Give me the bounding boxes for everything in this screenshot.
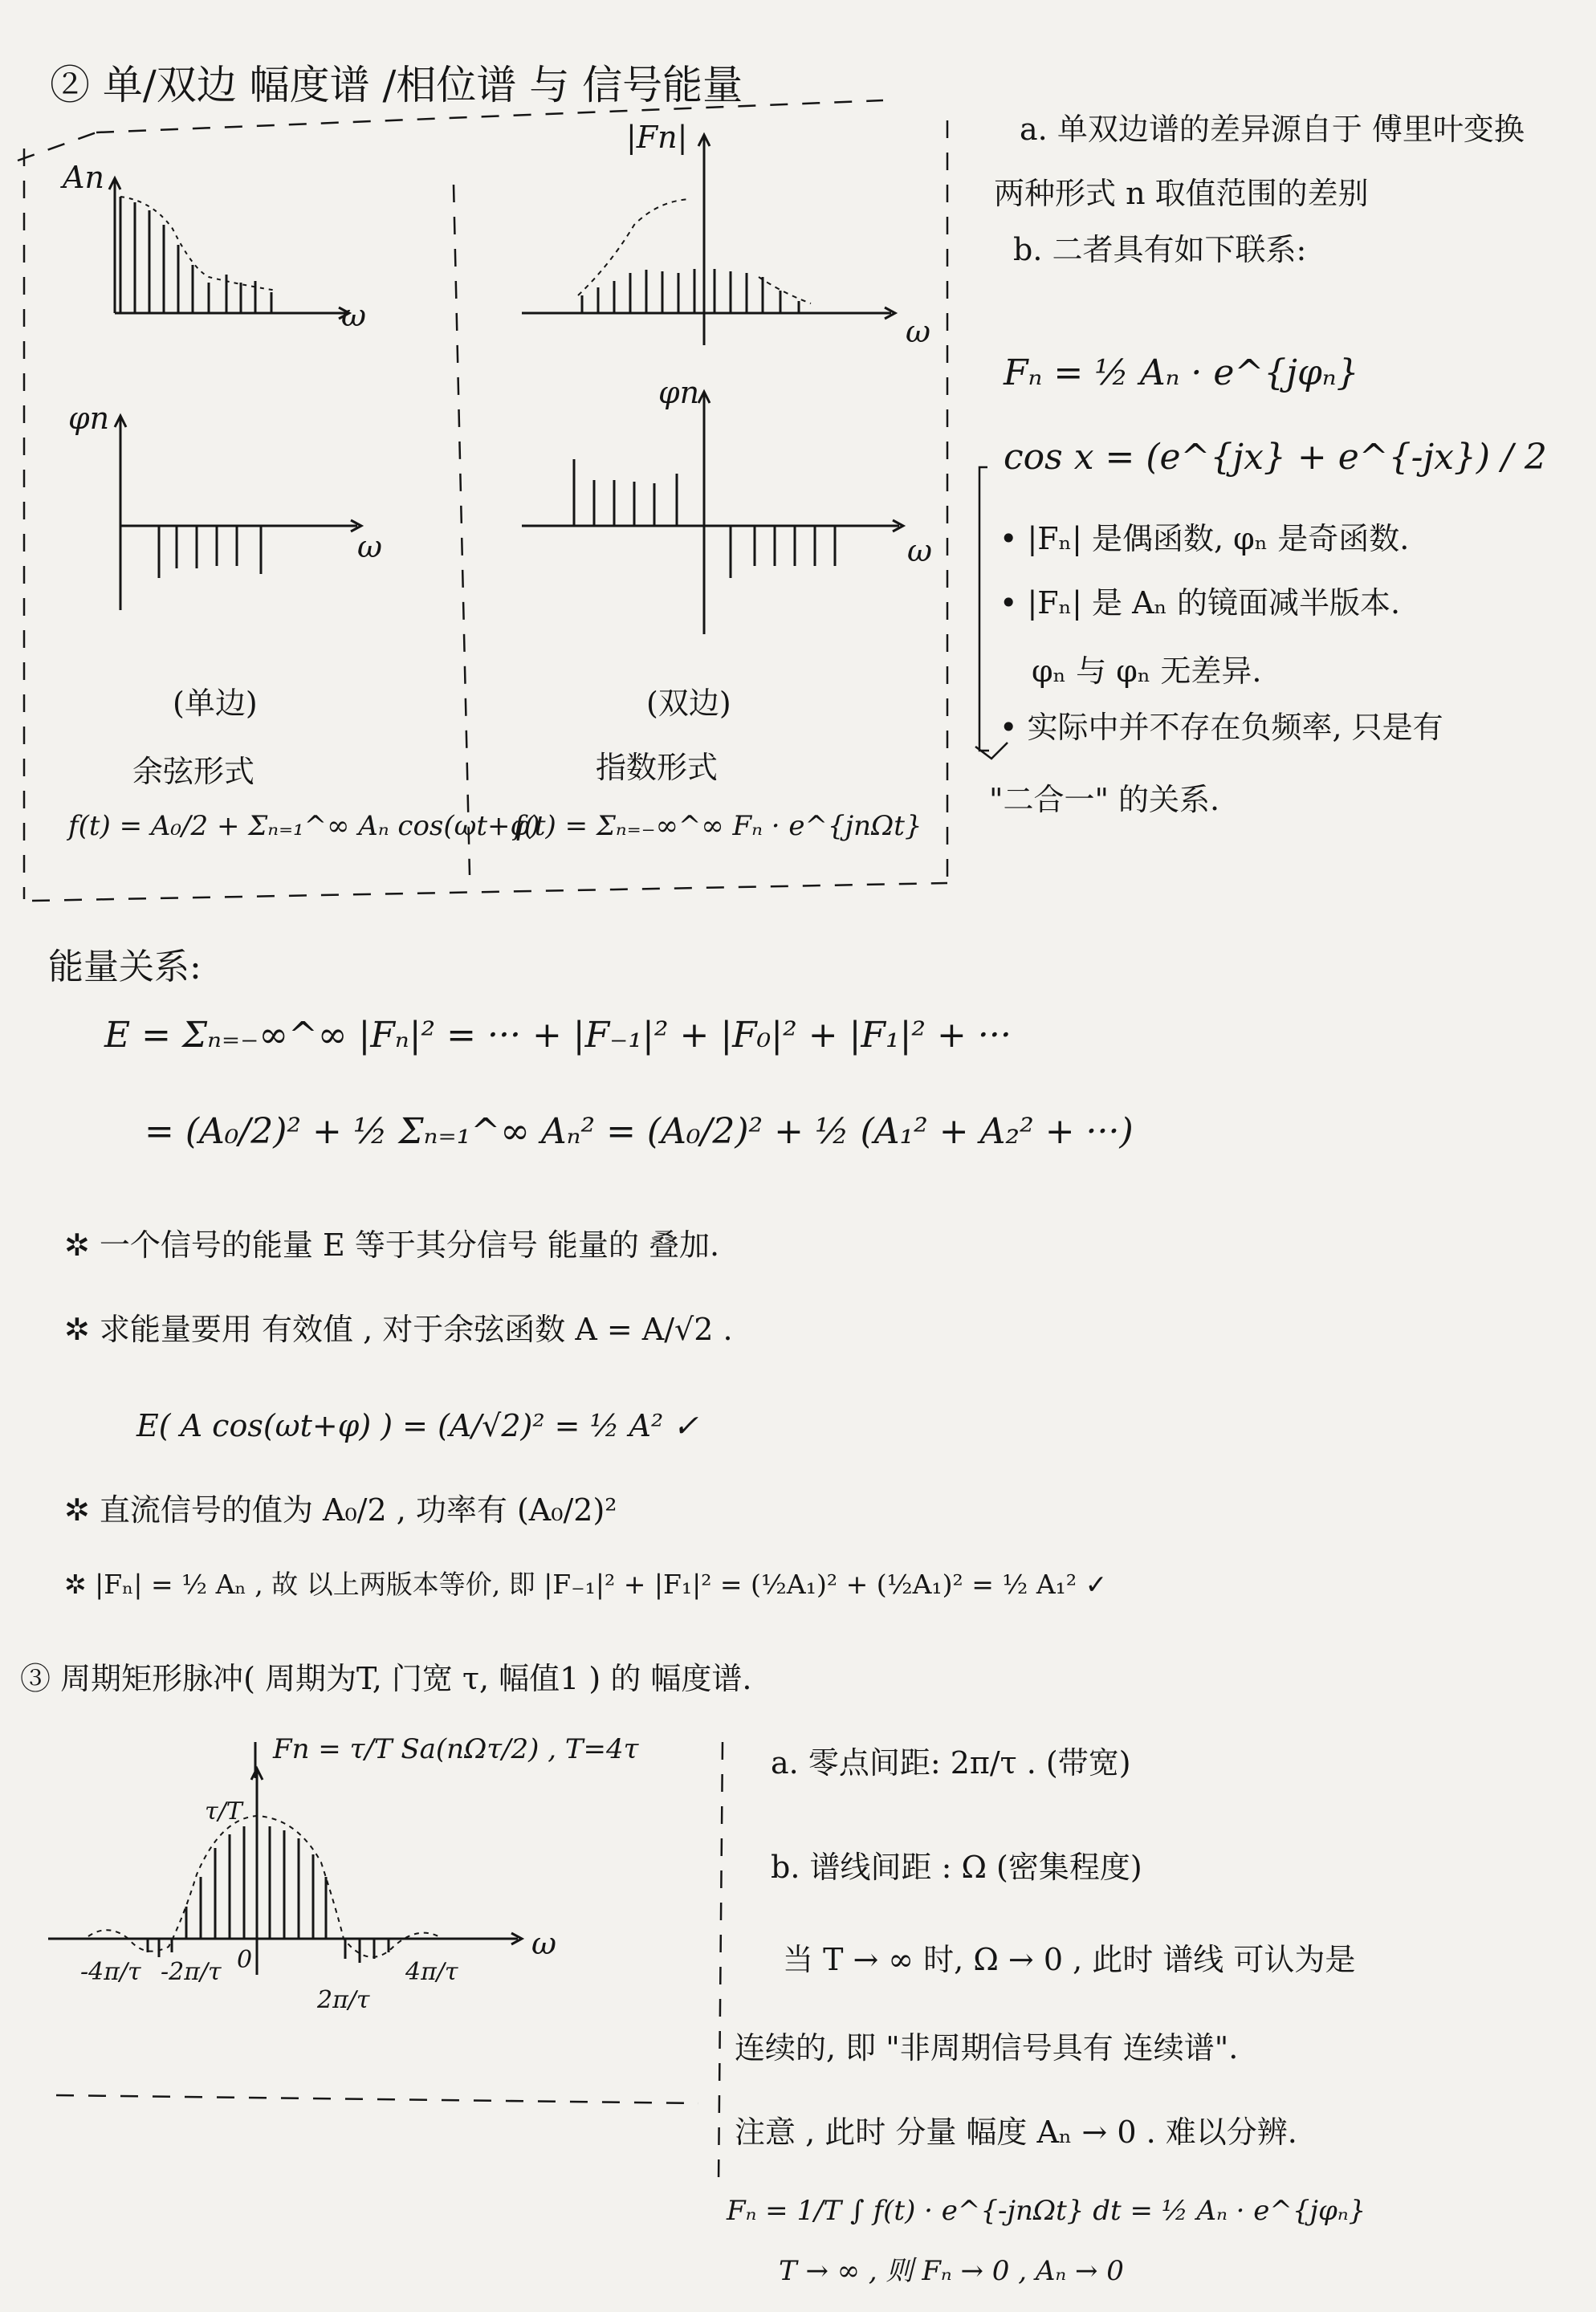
sa-lines	[148, 1826, 389, 1963]
single-amp-graph	[109, 178, 349, 319]
note-phase-same: φₙ 与 φₙ 无差异.	[1032, 653, 1262, 689]
double-form-label: 指数形式	[596, 750, 719, 785]
single-amp-lines	[120, 197, 271, 313]
sa-tick-pos2: 2π/τ	[317, 1986, 370, 2014]
note-bracket	[979, 467, 989, 751]
double-amp-axis-label: ω	[906, 314, 930, 349]
sec3-note-d: 连续的, 即 "非周期信号具有 连续谱".	[735, 2030, 1239, 2066]
sa-tick-neg4: -4π/τ	[80, 1958, 141, 1986]
energy-bullet-4: ✲ 直流信号的值为 A₀/2 , 功率有 (A₀/2)²	[64, 1492, 617, 1528]
note-cos-euler: cos x = (e^{jx} + e^{-jx}) / 2	[1004, 437, 1547, 478]
note-a-line1: a. 单双边谱的差异源自于 傅里叶变换	[1020, 112, 1525, 147]
dashed-frame-3	[56, 1742, 723, 2184]
sec3-note-a: a. 零点间距: 2π/τ . (带宽)	[771, 1745, 1131, 1781]
sa-tick-pos4: 4π/τ	[405, 1958, 458, 1986]
energy-bullet-2: ✲ 求能量要用 有效值 , 对于余弦函数 A = A/√2 .	[64, 1312, 733, 1347]
sec3-note-c: 当 T → ∞ 时, Ω → 0 , 此时 谱线 可认为是	[783, 1942, 1356, 1977]
note-b: b. 二者具有如下联系:	[1013, 232, 1307, 267]
double-amp-label: |Fn|	[626, 120, 688, 155]
energy-bullet-3: E( A cos(ωt+φ) ) = (A/√2)² = ½ A² ✓	[136, 1408, 699, 1443]
section3-title: ③ 周期矩形脉冲( 周期为T, 门宽 τ, 幅值1 ) 的 幅度谱.	[20, 1661, 752, 1696]
energy-bullet-1: ✲ 一个信号的能量 E 等于其分信号 能量的 叠加.	[64, 1227, 720, 1263]
energy-bullet-5: ✲ |Fₙ| = ½ Aₙ , 故 以上两版本等价, 即 |F₋₁|² + |F₁|² = (½A₁)² + (½A₁)² = ½ A₁² ✓	[64, 1569, 1108, 1600]
note-mirror: • |Fₙ| 是 Aₙ 的镜面减半版本.	[1000, 585, 1401, 621]
single-phase-graph	[115, 416, 361, 610]
sec3-note-g: T → ∞ , 则 Fₙ → 0 , Aₙ → 0	[779, 2255, 1124, 2287]
double-caption: (双边)	[646, 686, 731, 721]
double-phase-graph	[522, 392, 903, 634]
sec3-note-f: Fₙ = 1/T ∫ f(t) · e^{-jnΩt} dt = ½ Aₙ · e^{jφₙ}	[727, 2195, 1366, 2227]
energy-line1: E = Σₙ₌₋∞^∞ |Fₙ|² = ··· + |F₋₁|² + |F₀|² + |F₁|² + ···	[104, 1015, 1012, 1056]
sa-tick-neg2: -2π/τ	[161, 1958, 222, 1986]
sa-axis-label: ω	[531, 1926, 556, 1961]
energy-line2: = (A₀/2)² + ½ Σₙ₌₁^∞ Aₙ² = (A₀/2)² + ½ (A₁² + A₂² + ···)	[145, 1111, 1134, 1152]
double-phase-label: φn	[658, 375, 700, 410]
note-even-odd: • |Fₙ| 是偶函数, φₙ 是奇函数.	[1000, 521, 1410, 556]
sa-tick-zero: 0	[237, 1946, 253, 1974]
note-fn-relation: Fₙ = ½ Aₙ · e^{jφₙ}	[1004, 352, 1359, 393]
double-formula: f(t) = Σₙ₌₋∞^∞ Fₙ · e^{jnΩt}	[514, 810, 922, 842]
sa-peak-label: τ/T	[205, 1797, 242, 1826]
sa-graph	[48, 1742, 522, 1975]
single-phase-axis-label: ω	[357, 529, 382, 564]
single-form-label: 余弦形式	[132, 754, 255, 789]
sec3-note-e: 注意 , 此时 分量 幅度 Aₙ → 0 . 难以分辨.	[735, 2115, 1297, 2150]
single-amp-axis-label: ω	[341, 298, 366, 333]
double-amp-lines	[582, 269, 799, 313]
note-a-line2: 两种形式 n 取值范围的差别	[994, 176, 1369, 211]
note-negative-freq: • 实际中并不存在负频率, 只是有	[1000, 710, 1443, 745]
single-phase-label: φn	[68, 401, 110, 436]
double-phase-axis-label: ω	[907, 533, 932, 568]
dashed-divider	[454, 185, 470, 875]
sec3-note-b: b. 谱线间距 : Ω (密集程度)	[771, 1850, 1142, 1885]
single-formula: f(t) = A₀/2 + Σₙ₌₁^∞ Aₙ cos(ωt+φ)	[68, 810, 540, 842]
note-two-in-one: "二合一" 的关系.	[989, 782, 1220, 817]
single-amp-label: An	[63, 160, 104, 195]
energy-heading: 能量关系:	[48, 946, 202, 987]
single-caption: (单边)	[173, 686, 258, 721]
section2-title: ② 单/双边 幅度谱 /相位谱 与 信号能量	[50, 62, 743, 108]
double-amp-graph	[522, 135, 895, 345]
sa-graph-formula: Fn = τ/T Sa(nΩτ/2) , T=4τ	[273, 1733, 639, 1765]
